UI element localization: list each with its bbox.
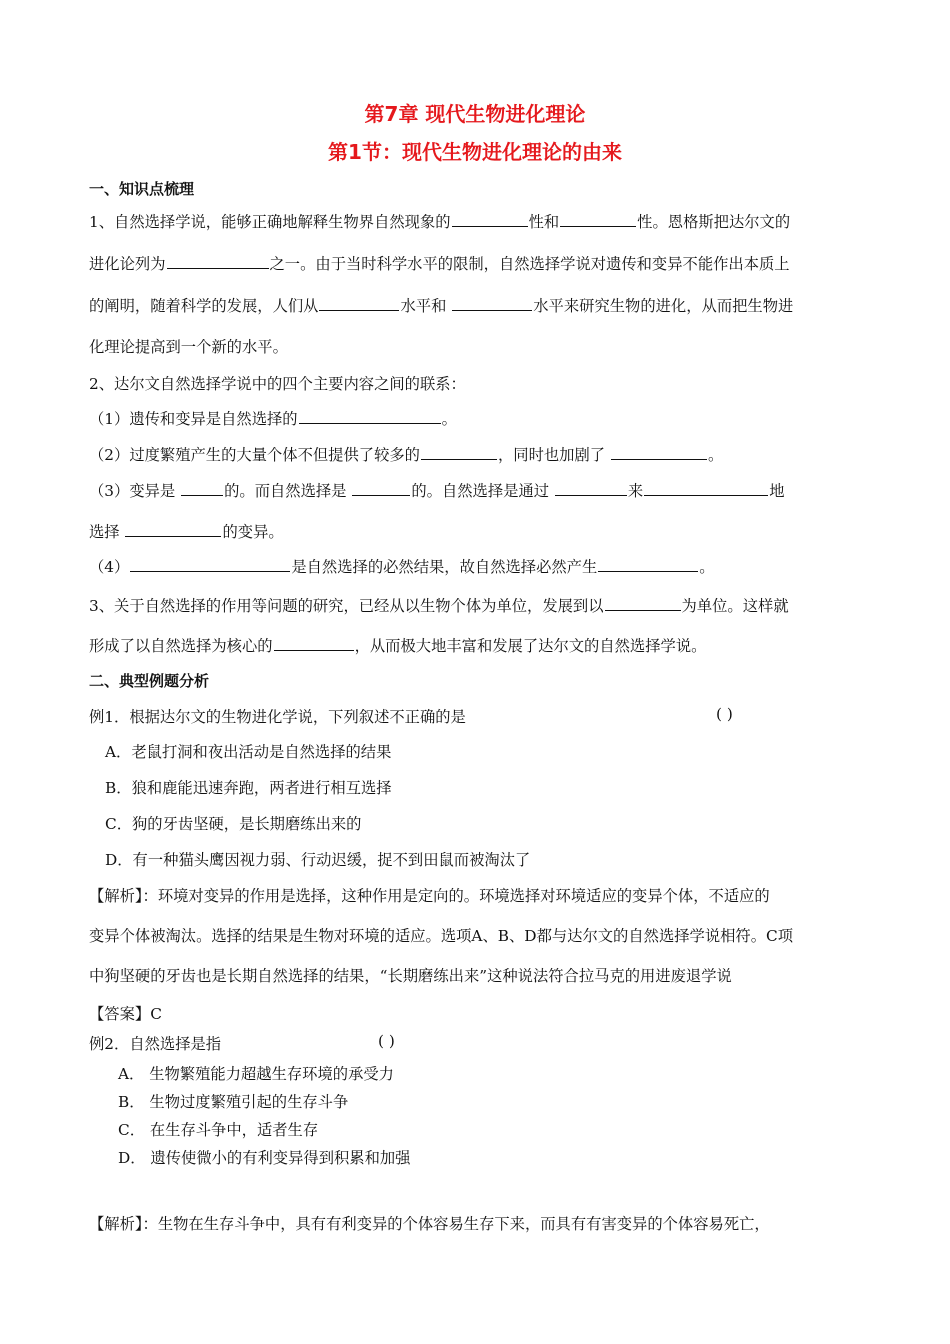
p3-line2: 形成了以自然选择为核心的 ，从而极大地丰富和发展了达尔文的自然选择学说。 [89,637,707,655]
fill-blank [452,295,532,311]
p1-line1: 1、自然选择学说，能够正确地解释生物界自然现象的 性和 性。恩格斯把达尔文的 [89,213,791,231]
chapter-title: 第7章 现代生物进化理论 [364,102,586,126]
fill-blank [274,635,354,651]
fill-blank [167,253,269,269]
fill-blank [299,408,441,424]
p1-line4: 化理论提高到一个新的水平。 [89,338,288,356]
example1-question: 例1．根据达尔文的生物进化学说，下列叙述不正确的是 [89,708,466,726]
example1-option-c: C．狗的牙齿坚硬，是长期磨练出来的 [105,815,362,833]
example2-question: 例2．自然选择是指 [89,1035,222,1053]
p2-item2: （2）过度繁殖产生的大量个体不但提供了较多的 ，同时也加剧了 。 [89,446,724,464]
p2-item4: （4） 是自然选择的必然结果，故自然选择必然产生 。 [89,558,715,576]
p2-item3-cont: 选择 的变异。 [89,523,284,541]
p1-line3: 的阐明，随着科学的发展，人们从 水平和 水平来研究生物的进化，从而把生物进 [89,297,794,315]
example1-analysis-line1: 【解析】：环境对变异的作用是选择，这种作用是定向的。环境选择对环境适应的变异个体，不适应的 [89,887,770,905]
fill-blank [452,211,528,227]
answer-parentheses: ( ) [716,705,733,723]
fill-blank [125,521,221,537]
fill-blank [598,556,698,572]
fill-blank [352,480,410,496]
example1-analysis-line3: 中狗坚硬的牙齿也是长期自然选择的结果，“长期磨练出来”这种说法符合拉马克的用进废退学说 [89,967,732,985]
example1-analysis-line2: 变异个体被淘汰。选择的结果是生物对环境的适应。选项A、B、D都与达尔文的自然选择学说相符。C项 [89,927,794,945]
example1-option-a: A．老鼠打洞和夜出活动是自然选择的结果 [105,743,392,761]
example2-option-b: B． 生物过度繁殖引起的生存斗争 [118,1093,349,1111]
section-heading-knowledge: 一、知识点梳理 [89,180,195,198]
answer-parentheses: ( ) [378,1032,395,1050]
p1-line2: 进化论列为 之一。由于当时科学水平的限制，自然选择学说对遗传和变异不能作出本质上 [89,255,790,273]
fill-blank [611,444,707,460]
section-title: 第1节：现代生物进化理论的由来 [328,140,622,164]
fill-blank [560,211,636,227]
example1-answer: 【答案】C [89,1005,162,1023]
example1-option-b: B．狼和鹿能迅速奔跑，两者进行相互选择 [105,779,392,797]
example2-option-d: D． 遗传使微小的有利变异得到积累和加强 [118,1149,411,1167]
example1-option-d: D．有一种猫头鹰因视力弱、行动迟缓，捉不到田鼠而被淘汰了 [105,851,531,869]
example2-analysis: 【解析】：生物在生存斗争中，具有有利变异的个体容易生存下来，而具有有害变异的个体容易死亡， [89,1215,770,1233]
fill-blank [319,295,399,311]
example2-option-a: A． 生物繁殖能力超越生存环境的承受力 [118,1065,394,1083]
fill-blank [421,444,497,460]
p2-item1: （1）遗传和变异是自然选择的 。 [89,410,457,428]
p2-item3: （3）变异是 的。而自然选择是 的。自然选择是通过 来 地 [89,482,785,500]
p3-line1: 3、关于自然选择的作用等问题的研究，已经从以生物个体为单位，发展到以 为单位。这样就 [89,597,789,615]
fill-blank [644,480,768,496]
fill-blank [181,480,223,496]
p2-intro: 2、达尔文自然选择学说中的四个主要内容之间的联系： [89,375,466,393]
example2-option-c: C． 在生存斗争中，适者生存 [118,1121,319,1139]
section-heading-examples: 二、典型例题分析 [89,672,210,690]
fill-blank [130,556,290,572]
fill-blank [555,480,627,496]
fill-blank [605,595,681,611]
